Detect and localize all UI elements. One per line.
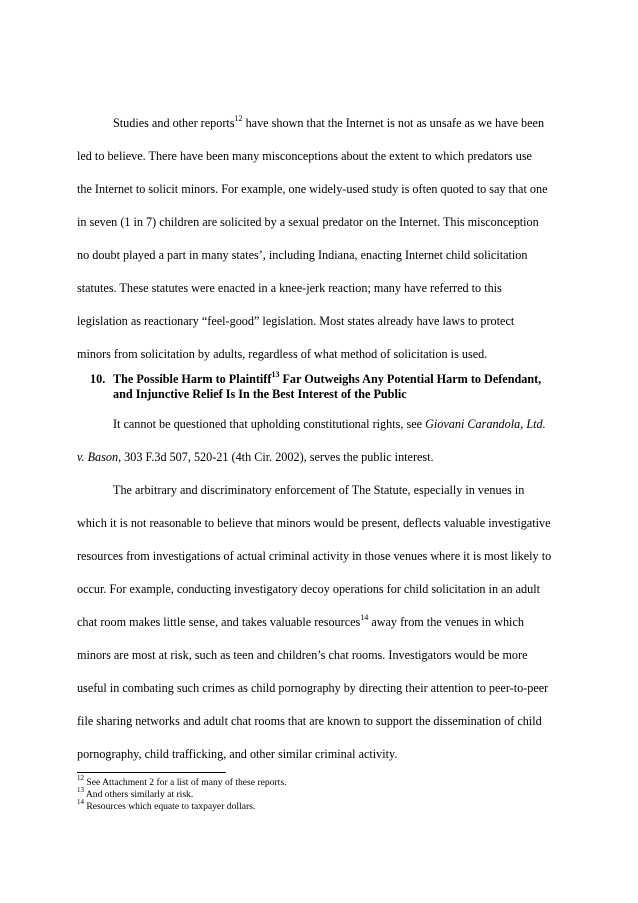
text-line: useful in combating such crimes as child pornography by directing their attention to peer-to-peer: [77, 681, 549, 695]
heading-line: The Possible Harm to Plaintiff$^{13}$ Far Outweighs Any Potential Harm to Defendant,: [113, 369, 542, 386]
case-citation: Giovani Carandola, Ltd.: [425, 417, 546, 431]
text-line: It cannot be questioned that upholding constitutional rights, see Giovani Carandola, Ltd.: [113, 417, 546, 431]
text-line: The arbitrary and discriminatory enforcement of The Statute, especially in venues in: [113, 483, 525, 497]
heading-number: 10.: [90, 372, 106, 386]
footnote-separator: [77, 772, 226, 773]
text-line: minors from solicitation by adults, regardless of what method of solicitation is used.: [77, 347, 488, 361]
text-line: which it is not reasonable to believe that minors would be present, deflects valuable investigative: [77, 516, 551, 530]
text-line: minors are most at risk, such as teen and children’s chat rooms. Investigators would be more: [77, 648, 528, 662]
text-line: v. Bason, 303 F.3d 507, 520-21 (4th Cir. 2002), serves the public interest.: [77, 450, 434, 464]
text-line: legislation as reactionary “feel-good” legislation. Most states already have laws to protect: [77, 314, 515, 328]
text-line: no doubt played a part in many states’, including Indiana, enacting Internet child solicitation: [77, 248, 528, 262]
footnote: $^{13}$ And others similarly at risk.: [77, 785, 194, 800]
text-line: resources from investigations of actual criminal activity in those venues where it is most likely to: [77, 549, 552, 563]
heading-line: and Injunctive Relief Is In the Best Interest of the Public: [113, 387, 407, 401]
text-line: the Internet to solicit minors. For example, one widely-used study is often quoted to say that one: [77, 182, 548, 196]
text-line: Studies and other reports$^{12}$ have shown that the Internet is not as unsafe as we have been: [113, 113, 545, 130]
footnote-ref[interactable]: 14: [360, 612, 369, 622]
text-line: in seven (1 in 7) children are solicited by a sexual predator on the Internet. This misconception: [77, 215, 539, 229]
text-line: pornography, child trafficking, and other similar criminal activity.: [77, 747, 398, 761]
text-line: chat room makes little sense, and takes valuable resources$^{14}$ away from the venues in which: [77, 612, 524, 629]
text-line: occur. For example, conducting investigatory decoy operations for child solicitation in an adult: [77, 582, 541, 596]
footnote-ref[interactable]: 12: [234, 113, 243, 123]
footnote: $^{12}$ See Attachment 2 for a list of many of these reports.: [77, 773, 287, 788]
footnote: $^{14}$ Resources which equate to taxpayer dollars.: [77, 797, 256, 812]
text-line: led to believe. There have been many misconceptions about the extent to which predators use: [77, 149, 532, 163]
footnote-ref[interactable]: 13: [271, 369, 280, 379]
text-line: file sharing networks and adult chat rooms that are known to support the dissemination of child: [77, 714, 542, 728]
case-citation: v. Bason: [77, 450, 119, 464]
text-line: statutes. These statutes were enacted in a knee-jerk reaction; many have referred to this: [77, 281, 502, 295]
